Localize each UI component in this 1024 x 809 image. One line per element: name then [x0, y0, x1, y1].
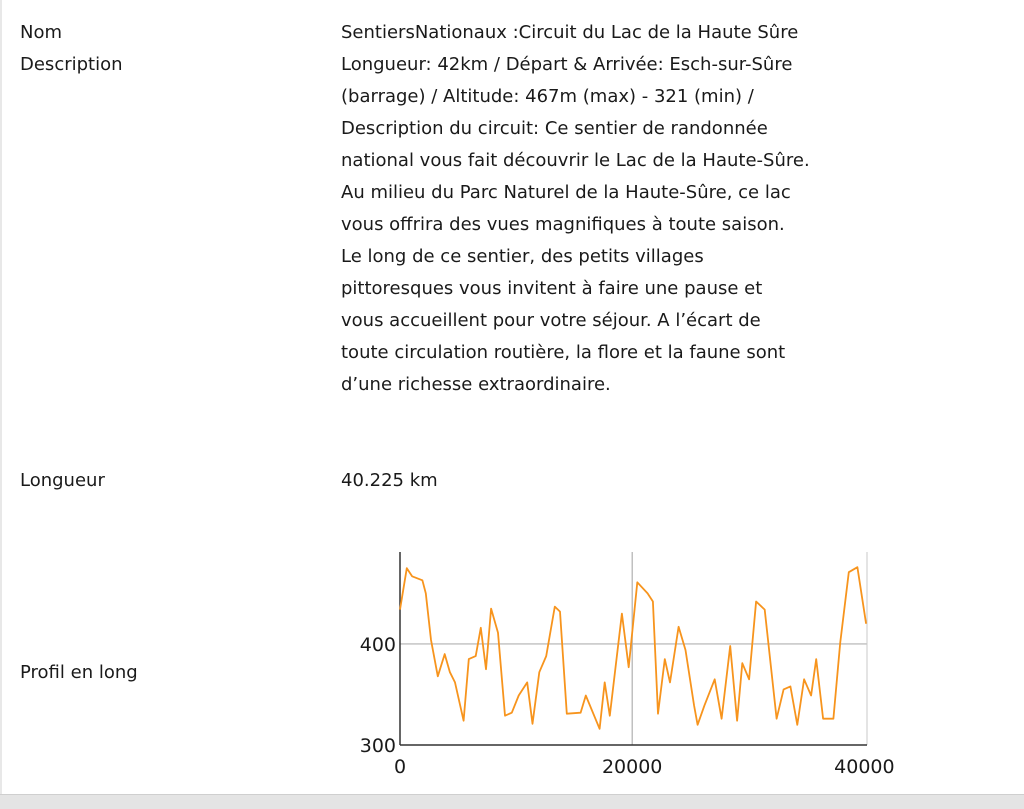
label-longueur: Longueur [20, 470, 105, 491]
y-tick-label: 300 [359, 735, 396, 757]
description-line: national vous fait découvrir le Lac de la Haute-Sûre. [341, 150, 810, 171]
value-longueur: 40.225 km [341, 470, 438, 491]
bottom-strip [0, 794, 1024, 809]
x-tick-label: 0 [393, 756, 407, 778]
description-line: Le long de ce sentier, des petits villages [341, 246, 704, 267]
value-nom: SentiersNationaux :Circuit du Lac de la Haute Sûre [341, 22, 799, 43]
description-line: vous accueillent pour votre séjour. A l’écart de [341, 310, 761, 331]
label-nom: Nom [20, 22, 63, 43]
description-line: toute circulation routière, la flore et la faune sont [341, 342, 786, 363]
label-description: Description [20, 54, 123, 75]
elevation-profile-chart [330, 540, 895, 790]
x-tick-label: 40000 [834, 756, 895, 778]
description-line: d’une richesse extraordinaire. [341, 374, 611, 395]
description-line: Longueur: 42km / Départ & Arrivée: Esch-sur-Sûre [341, 54, 793, 75]
elevation-line [400, 567, 866, 729]
description-line: pittoresques vous invitent à faire une pause et [341, 278, 763, 299]
description-line: Au milieu du Parc Naturel de la Haute-Sûre, ce lac [341, 182, 791, 203]
description-line: vous offrira des vues magnifiques à toute saison. [341, 214, 785, 235]
value-description [341, 49, 810, 401]
description-line: Description du circuit: Ce sentier de randonnée [341, 118, 768, 139]
x-tick-label: 20000 [601, 756, 663, 778]
description-line: (barrage) / Altitude: 467m (max) - 321 (min) / [341, 86, 754, 107]
panel-border [0, 0, 2, 794]
label-profil: Profil en long [20, 662, 138, 683]
y-tick-label: 400 [359, 633, 396, 656]
